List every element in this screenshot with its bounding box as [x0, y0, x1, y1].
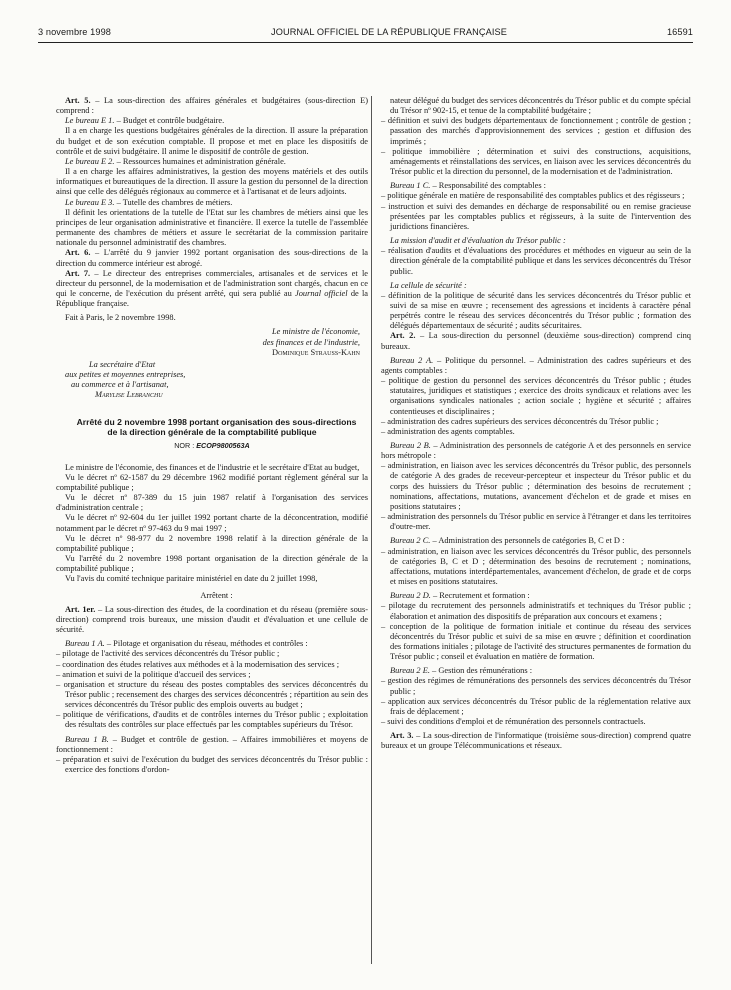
list-item: – administration, en liaison avec les services déconcentrés du Trésor public, des personnels de catégorie A des grades de receveur-percepteur et inspecteur du Trésor public et du corps des huissiers du Trésor public ; détermination des besoins de recrutement ; nominations, affectations, mutations, avancement d'échelon et de grade et mises en positions statutaires ; [381, 461, 691, 511]
article-5: Art. 5. – La sous-direction des affaires générales et budgétaires (sous-direction E) comprend : [56, 96, 368, 116]
visa-5: Vu l'arrêté du 2 novembre 1998 portant organisation de la direction générale de la comptabilité publique ; [56, 554, 368, 574]
nor-reference: NOR : ECOP9800563A [174, 440, 250, 450]
bureau-1c-heading: Bureau 1 C. – Responsabilité des comptables : [390, 181, 547, 191]
header-journal-title: JOURNAL OFFICIEL DE LA RÉPUBLIQUE FRANÇAISE [271, 27, 507, 37]
bureau-1b-continuation: nateur délégué du budget des services déconcentrés du Trésor public et du compte spécial du Trésor nº 902-15, et tenue de la comptabilité budgétaire ; [390, 96, 691, 116]
list-item: – pilotage du recrutement des personnels administratifs et techniques du Trésor public ; élaboration et animation des dispositifs de préparation aux concours et examens ; [381, 601, 691, 621]
bureau-e2-description: Il a en charge les affaires administratives, la gestion des moyens matériels et des outils informatiques et bureautiques de la direction. Il assure la gestion du personnel de la direction ainsi que celle des délégués régionaux au commerce et à l'artisanat et de leurs adjoints. [56, 167, 368, 197]
bureau-1a-heading: Bureau 1 A. – Pilotage et organisation du réseau, méthodes et contrôles : [65, 639, 308, 649]
list-item: – gestion des régimes de rémunérations des personnels des services déconcentrés du Trésor public ; [381, 676, 691, 696]
list-item: – politique immobilière ; détermination et suivi des constructions, acquisitions, aménagements et réinstallations des services, en liaison avec les services déconcentrés du Trésor public et la direction du personnel, de la modernisation et de l'administration. [381, 146, 691, 177]
bureau-2d-heading: Bureau 2 D. – Recrutement et formation : [390, 591, 530, 601]
list-item: – réalisation d'audits et d'évaluations des procédures et méthodes en vigueur au sein de la direction générale de la comptabilité publique et dans les services déconcentrés du Trésor public. [381, 246, 691, 276]
header-rule [38, 42, 693, 43]
list-item: – coordination des études relatives aux méthodes et à la modernisation des services ; [56, 659, 340, 669]
list-item: – administration des cadres supérieurs des services déconcentrés du Trésor public ; [381, 416, 659, 426]
visa-6: Vu l'avis du comité technique paritaire ministériel en date du 2 juillet 1998, [65, 574, 318, 584]
left-column [56, 96, 368, 775]
bureau-e1-heading: Le bureau E 1. – Budget et contrôle budgétaire. [65, 116, 225, 126]
list-item: – administration, en liaison avec les services déconcentrés du Trésor public, des personnels de catégories B, C et D ; détermination des besoins de recrutement ; nominations, affectations, mutations interdépartementales, avancement d'échelon, de grade et de corps et mises en positions statutaires. [381, 546, 691, 587]
header-date: 3 novembre 1998 [38, 27, 112, 37]
list-item: – politique de vérifications, d'audits et de contrôles internes du Trésor public ; exploitation des résultats des contrôles sur place effectués par les comptables supérieurs du Trésor. [56, 710, 368, 730]
page-header [38, 27, 693, 37]
minister-name: Dominique Strauss-Kahn [272, 347, 360, 357]
bureau-1b-heading: Bureau 1 B. – Budget et contrôle de gestion. – Affaires immobilières et moyens de fonctionnement : [56, 734, 368, 754]
secretary-signature: La secrétaire d'Etat aux petites et moyennes entreprises, au commerce et à l'artisanat, Marylise Lebranchu [56, 360, 368, 401]
list-item: – administration des personnels du Trésor public en service à l'étranger et dans les territoires d'outre-mer. [381, 512, 691, 532]
list-item: – définition de la politique de sécurité dans les services déconcentrés du Trésor public et suivi de sa mise en œuvre ; recensement des agressions et incidents à caractère pénal perpétrés contre le réseau des services déconcentrés du Trésor public ; formation des délégués départementaux de sécurité ; audits sécuritaires. [381, 290, 691, 331]
visa-3: Vu le décret nº 92-604 du 1er juillet 1992 portant charte de la déconcentration, modifié notamment par le décret nº 97-463 du 9 mai 1997 ; [56, 513, 368, 533]
list-item: – organisation et structure du réseau des postes comptables des services déconcentrés du Trésor public ; recensement des charges des services déconcentrés ; répartition au sein des services déconcentrés du Trésor public des emplois ouverts au budget ; [56, 679, 368, 710]
visa-2: Vu le décret nº 87-389 du 15 juin 1987 relatif à l'organisation des services d'administration centrale ; [56, 493, 368, 513]
column-divider [371, 96, 372, 964]
list-item: – préparation et suivi de l'exécution du budget des services déconcentrés du Trésor public : exercice des fonctions d'ordon- [56, 754, 368, 775]
article-3: Art. 3. – La sous-direction de l'informatique (troisième sous-direction) comprend quatre bureaux et un groupe Télécommunications et réseaux. [381, 731, 691, 751]
visa-4: Vu le décret nº 98-977 du 2 novembre 1998 relatif à la direction générale de la comptabilité publique ; [56, 533, 368, 553]
list-item: – suivi des conditions d'emploi et de rémunération des personnels contractuels. [381, 717, 646, 727]
mission-heading: La mission d'audit et d'évaluation du Trésor public : [390, 236, 566, 246]
article-6: Art. 6. – L'arrêté du 9 janvier 1992 portant organisation des sous-directions de la direction du commerce intérieur est abrogé. [56, 248, 368, 268]
right-column [381, 96, 691, 752]
bureau-2a-heading: Bureau 2 A. – Politique du personnel. – Administration des cadres supérieurs et des agents comptables : [381, 355, 692, 375]
list-item: – politique de gestion du personnel des services déconcentrés du Trésor public ; études statutaires, juridiques et statistiques ; exercice des droits syndicaux et relations avec les organisations syndicales nationales ; action sociale ; hygiène et sécurité ; affaires contentieuses et disciplinaires ; [381, 376, 691, 416]
arretent: Arrêtent : [200, 590, 233, 600]
bureau-e1-description: Il a en charge les questions budgétaires générales de la direction. Il assure la préparation du budget et de son exécution comptable. Il propose et met en place les dispositifs de contrôle et de suivi budgétaire. Il anime le dispositif de contrôle de gestion. [56, 126, 368, 156]
list-item: – politique générale en matière de responsabilité des comptables publics et des régisseurs ; [381, 191, 685, 201]
header-page-number: 16591 [666, 27, 693, 37]
visa-1: Vu le décret nº 62-1587 du 29 décembre 1962 modifié portant règlement général sur la comptabilité publique ; [56, 472, 368, 492]
bureau-2c-heading: Bureau 2 C. – Administration des personnels de catégories B, C et D : [390, 536, 625, 546]
bureau-e2-heading: Le bureau E 2. – Ressources humaines et administration générale. [65, 156, 286, 166]
list-item: – application aux services déconcentrés du Trésor public de la réglementation relative aux frais de déplacement ; [381, 696, 691, 716]
visa-intro: Le ministre de l'économie, des finances et de l'industrie et le secrétaire d'Etat au budget, [65, 462, 360, 472]
list-item: – définition et suivi des budgets départementaux de fonctionnement ; contrôle de gestion ; passation des marchés d'approvisionnement des services ; gestion et diffusion des imprimés ; [381, 116, 691, 146]
bureau-e3-heading: Le bureau E 3. – Tutelle des chambres de métiers. [65, 197, 233, 207]
list-item: – conception de la politique de formation initiale et continue du réseau des services déconcentrés du Trésor public et suivi de sa mise en œuvre ; définition et coordination des formations initiales ; pilotage de l'activité des structures permanentes de formation du Trésor public ; conseil et évaluation en matière de formation. [381, 621, 691, 662]
bureau-e3-description: Il définit les orientations de la tutelle de l'Etat sur les chambres de métiers ainsi que les principes de leur organisation administrative et financière. Il exerce la tutelle de l'assemblée permanente des chambres de métiers et assure le secrétariat de la commission paritaire nationale du personnel administratif des chambres. [56, 207, 368, 248]
bureau-2e-heading: Bureau 2 E. – Gestion des rémunérations : [390, 666, 533, 676]
signature-date: Fait à Paris, le 2 novembre 1998. [65, 313, 176, 323]
list-item: – pilotage de l'activité des services déconcentrés du Trésor public ; [56, 649, 280, 659]
cellule-heading: La cellule de sécurité : [390, 280, 467, 290]
list-item: – administration des agents comptables. [381, 426, 515, 436]
article-7: Art. 7. – Le directeur des entreprises commerciales, artisanales et de services et le directeur du personnel, de la modernisation et de l'administration sont chargés, chacun en ce qui le concerne, de l'exécution du présent arrêté, qui sera publié au Journal officiel de la République française. [56, 268, 369, 309]
bureau-2b-heading: Bureau 2 B. – Administration des personnels de catégorie A et des personnels en service hors métropole : [381, 441, 691, 461]
list-item: – animation et suivi de la politique d'accueil des services ; [56, 669, 251, 679]
minister-signature: Le ministre de l'économie, des finances et de l'industrie, Dominique Strauss-Kahn [56, 327, 368, 357]
article-1: Art. 1er. – La sous-direction des études, de la coordination et du réseau (première sous-direction) comprend trois bureaux, une mission d'audit et d'évaluation et une cellule de sécurité. [56, 604, 369, 635]
article-2: Art. 2. – La sous-direction du personnel (deuxième sous-direction) comprend cinq bureaux. [381, 331, 691, 351]
decree-title: Arrêté du 2 novembre 1998 portant organisation des sous-directions de la direction générale de la comptabilité publique [76, 416, 357, 437]
list-item: – instruction et suivi des demandes en décharge de responsabilité ou en remise gracieuse présentées par les comptables publics et régisseurs, à la suite de l'intervention des juridictions financières. [381, 201, 691, 231]
secretary-name: Marylise Lebranchu [95, 390, 163, 400]
